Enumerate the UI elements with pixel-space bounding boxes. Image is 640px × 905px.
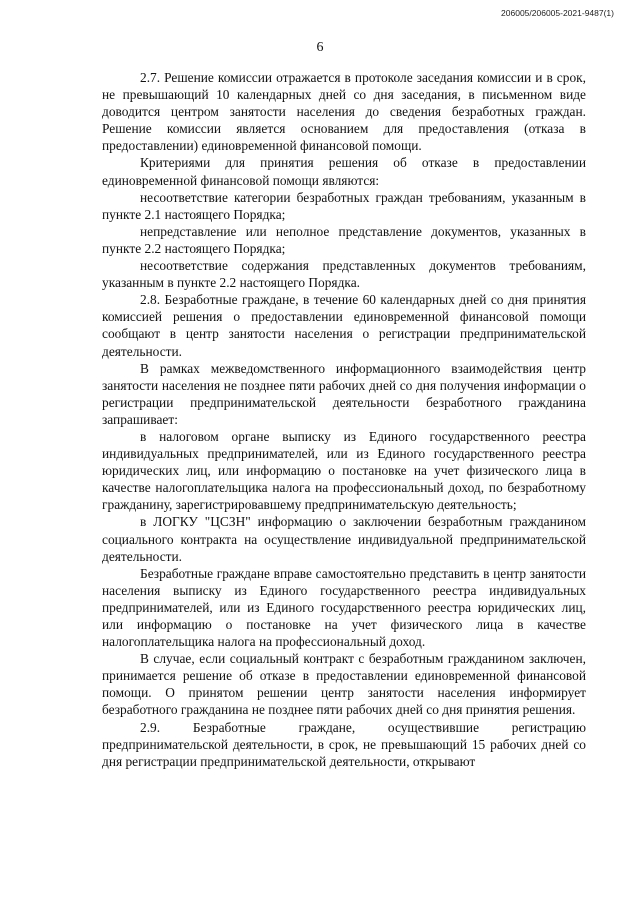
- paragraph-2-8: 2.8. Безработные граждане, в течение 60 календарных дней со дня принятия комиссией решения о предоставлении единовременной финансовой помощи сообщают в центр занятости населения о регистрации предпринимательской деятельности.: [102, 292, 586, 359]
- document-body: [102, 69, 586, 770]
- paragraph-2-7: 2.7. Решение комиссии отражается в протоколе заседания комиссии и в срок, не превышающий 10 календарных дней со дня заседания, в письменном виде доводится центром занятости населения до сведения безработных граждан. Решение комиссии является основанием для предоставления (отказа в предоставлении) единовременной финансовой помощи.: [102, 70, 586, 154]
- criterion-documents: непредставление или неполное представление документов, указанных в пункте 2.2 настоящего Порядка;: [102, 223, 586, 256]
- item-tax-authority: в налоговом органе выписку из Единого государственного реестра индивидуальных предпринимателей, или из Единого государственного реестра юридических лиц, или информацию о постановке на учет физического лица в качестве налогоплательщика налога на профессиональный доход, по безработному гражданину, зарегистрировавшему предпринимательскую деятельность;: [102, 428, 586, 513]
- document-id: 206005/206005-2021-9487(1): [501, 8, 614, 18]
- paragraph-2-9: 2.9. Безработные граждане, осуществившие регистрацию предпринимательской деятельности, в срок, не превышающий 15 рабочих дней со дня регистрации предпринимательской деятельности, открывают: [102, 719, 586, 769]
- item-logku-cszn: в ЛОГКУ "ЦСЗН" информацию о заключении безработным гражданином социального контракта на осуществление индивидуальной предпринимательской деятельности.: [102, 514, 586, 564]
- page-number: 6: [316, 40, 324, 55]
- paragraph-interagency: В рамках межведомственного информационного взаимодействия центр занятости населения не позднее пяти рабочих дней со дня получения информации о регистрации предпринимательской деятельности безработного гражданина запрашивает:: [102, 360, 586, 427]
- paragraph-social-contract: В случае, если социальный контракт с безработным гражданином заключен, принимается решение об отказе в предоставлении единовременной финансовой помощи. О принятом решении центр занятости населения информирует безработного гражданина не позднее пяти рабочих дней со дня принятия решения.: [102, 651, 586, 718]
- paragraph-self-submission: Безработные граждане вправе самостоятельно представить в центр занятости населения выписку из Единого государственного реестра индивидуальных предпринимателей, или из Единого государственного реестра юридических лиц, или информацию о постановке на учет физического лица в качестве налогоплательщика налога на профессиональный доход.: [102, 565, 586, 650]
- criterion-content: несоответствие содержания представленных документов требованиям, указанным в пункте 2.2 настоящего Порядка.: [102, 258, 586, 291]
- criterion-category: несоответствие категории безработных граждан требованиям, указанным в пункте 2.1 настоящего Порядка;: [102, 189, 586, 222]
- paragraph-refusal-criteria: Критериями для принятия решения об отказе в предоставлении единовременной финансовой помощи являются:: [102, 155, 586, 188]
